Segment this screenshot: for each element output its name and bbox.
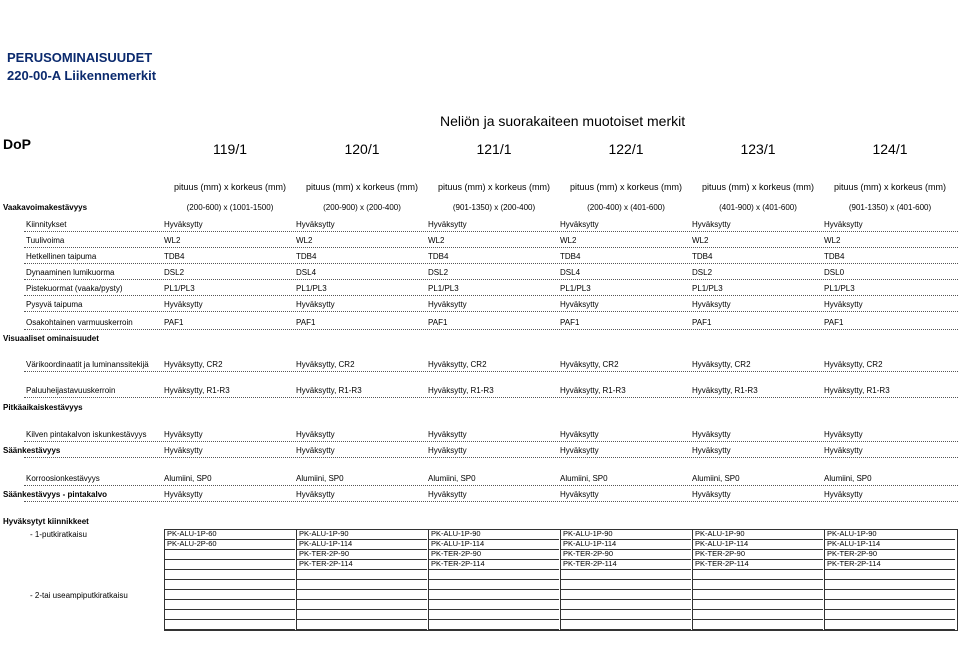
row-value: Hyväksytty bbox=[296, 446, 335, 455]
row-value: Hyväksytty bbox=[824, 490, 863, 499]
row-value: DSL2 bbox=[164, 268, 185, 277]
row-value: Hyväksytty bbox=[428, 490, 467, 499]
fixing-cell: PK-ALU-1P-90 bbox=[692, 529, 823, 540]
row-value: DSL0 bbox=[824, 268, 845, 277]
row-value: Hyväksytty, CR2 bbox=[296, 360, 355, 369]
row-value: TDB4 bbox=[428, 252, 449, 261]
row-value: Alumiini, SP0 bbox=[296, 474, 344, 483]
fixings-title: Hyväksytyt kiinnikkeet bbox=[3, 517, 89, 526]
row-label: Säänkestävyys bbox=[3, 446, 61, 455]
row-value: PL1/PL3 bbox=[560, 284, 591, 293]
row-value: Hyväksytty bbox=[692, 430, 731, 439]
row-value: Hyväksytty, R1-R3 bbox=[428, 386, 494, 395]
fixing-cell: PK-ALU-1P-114 bbox=[296, 539, 427, 550]
row-divider bbox=[24, 371, 958, 372]
dimension-range: (200-400) x (401-600) bbox=[587, 203, 665, 212]
column-code: 121/1 bbox=[476, 141, 512, 157]
row-value: PAF1 bbox=[692, 318, 712, 327]
row-value: Hyväksytty, R1-R3 bbox=[560, 386, 626, 395]
row-value: WL2 bbox=[164, 236, 181, 245]
fixing-cell: PK-TER-2P-114 bbox=[296, 559, 427, 570]
row-value: Hyväksytty bbox=[560, 220, 599, 229]
row-value: PAF1 bbox=[164, 318, 184, 327]
row-value: Alumiini, SP0 bbox=[560, 474, 608, 483]
row-divider bbox=[24, 397, 958, 398]
row-value: WL2 bbox=[824, 236, 841, 245]
fixing-cell bbox=[428, 619, 559, 630]
fixing-cell bbox=[164, 619, 295, 630]
row-label: Pistekuormat (vaaka/pysty) bbox=[26, 284, 123, 293]
dimension-range: (401-900) x (401-600) bbox=[719, 203, 797, 212]
row-value: PL1/PL3 bbox=[692, 284, 723, 293]
fixing-cell: PK-ALU-1P-90 bbox=[560, 529, 691, 540]
row-label: Dynaaminen lumikuorma bbox=[26, 268, 115, 277]
dimension-range: (901-1350) x (401-600) bbox=[848, 203, 932, 212]
row-label: Kilven pintakalvon iskunkestävyys bbox=[26, 430, 147, 439]
row-value: Hyväksytty bbox=[164, 490, 203, 499]
dimension-header: pituus (mm) x korkeus (mm) bbox=[437, 182, 550, 192]
section-title: Neliön ja suorakaiteen muotoiset merkit bbox=[440, 113, 686, 129]
row-value: TDB4 bbox=[296, 252, 317, 261]
row-value: DSL2 bbox=[428, 268, 449, 277]
dimension-header: pituus (mm) x korkeus (mm) bbox=[305, 182, 418, 192]
fixing-cell: PK-TER-2P-90 bbox=[296, 549, 427, 560]
row-value: Hyväksytty, CR2 bbox=[164, 360, 223, 369]
row-value: WL2 bbox=[560, 236, 577, 245]
row-value: Hyväksytty bbox=[428, 300, 467, 309]
row-value: Hyväksytty bbox=[164, 300, 203, 309]
row-label: Säänkestävyys - pintakalvo bbox=[3, 490, 108, 499]
dimension-range: (200-900) x (200-400) bbox=[323, 203, 401, 212]
row-value: Hyväksytty, CR2 bbox=[560, 360, 619, 369]
column-code: 122/1 bbox=[608, 141, 644, 157]
row-value: Hyväksytty bbox=[824, 220, 863, 229]
row-label: Hetkellinen taipuma bbox=[26, 252, 97, 261]
multi-pipe-label: - 2-tai useampiputkiratkaisu bbox=[30, 591, 128, 600]
row-value: Hyväksytty bbox=[428, 220, 467, 229]
row-value: Alumiini, SP0 bbox=[164, 474, 212, 483]
fixing-cell: PK-ALU-1P-114 bbox=[824, 539, 955, 550]
row-value: PL1/PL3 bbox=[824, 284, 855, 293]
row-label: Pysyvä taipuma bbox=[26, 300, 83, 309]
row-value: Hyväksytty bbox=[692, 490, 731, 499]
fixing-cell: PK-ALU-1P-90 bbox=[428, 529, 559, 540]
column-code: 119/1 bbox=[213, 141, 247, 157]
row-value: Alumiini, SP0 bbox=[428, 474, 476, 483]
dimension-header: pituus (mm) x korkeus (mm) bbox=[173, 182, 286, 192]
fixing-cell: PK-TER-2P-114 bbox=[428, 559, 559, 570]
row-divider bbox=[24, 311, 958, 312]
row-value: Hyväksytty, R1-R3 bbox=[692, 386, 758, 395]
document-subtitle: 220-00-A Liikennemerkit bbox=[7, 68, 157, 83]
row-divider bbox=[24, 263, 958, 264]
row-value: PAF1 bbox=[824, 318, 844, 327]
fixing-cell: PK-ALU-1P-60 bbox=[164, 529, 295, 540]
row-value: PL1/PL3 bbox=[428, 284, 459, 293]
row-divider bbox=[24, 485, 958, 486]
row-value: Hyväksytty bbox=[560, 430, 599, 439]
dimension-header: pituus (mm) x korkeus (mm) bbox=[569, 182, 682, 192]
row-value: Hyväksytty bbox=[296, 220, 335, 229]
row-value: WL2 bbox=[692, 236, 709, 245]
row-label: Visuaaliset ominaisuudet bbox=[3, 334, 99, 343]
row-value: Hyväksytty bbox=[560, 300, 599, 309]
row-label: Vaakavoimakestävyys bbox=[3, 203, 88, 212]
column-code: 123/1 bbox=[740, 141, 776, 157]
fixing-cell: PK-ALU-2P-60 bbox=[164, 539, 295, 550]
row-value: Alumiini, SP0 bbox=[692, 474, 740, 483]
fixing-cell: PK-TER-2P-90 bbox=[428, 549, 559, 560]
row-label: Värikoordinaatit ja luminanssitekijä bbox=[26, 360, 149, 369]
row-label: Kiinnitykset bbox=[26, 220, 67, 229]
document-title: PERUSOMINAISUUDET bbox=[7, 50, 153, 65]
fixing-cell: PK-TER-2P-114 bbox=[824, 559, 955, 570]
fixing-cell: PK-TER-2P-114 bbox=[560, 559, 691, 570]
row-value: Hyväksytty, R1-R3 bbox=[824, 386, 890, 395]
row-value: Hyväksytty bbox=[296, 430, 335, 439]
row-divider bbox=[24, 329, 958, 330]
row-value: PL1/PL3 bbox=[164, 284, 195, 293]
row-value: Hyväksytty bbox=[296, 300, 335, 309]
row-divider bbox=[24, 441, 958, 442]
row-value: Hyväksytty bbox=[164, 446, 203, 455]
row-value: Hyväksytty bbox=[824, 300, 863, 309]
row-value: Hyväksytty bbox=[692, 446, 731, 455]
dimension-range: (901-1350) x (200-400) bbox=[452, 203, 536, 212]
column-code: 124/1 bbox=[872, 141, 908, 157]
fixing-cell: PK-ALU-1P-114 bbox=[560, 539, 691, 550]
row-label: Tuulivoima bbox=[26, 236, 65, 245]
row-value: DSL2 bbox=[692, 268, 713, 277]
row-value: Hyväksytty, CR2 bbox=[692, 360, 751, 369]
single-pipe-label: - 1-putkiratkaisu bbox=[30, 530, 87, 539]
row-value: Hyväksytty, CR2 bbox=[824, 360, 883, 369]
dop-label: DoP bbox=[3, 136, 31, 152]
dimension-header: pituus (mm) x korkeus (mm) bbox=[701, 182, 814, 192]
fixing-cell: PK-ALU-1P-90 bbox=[296, 529, 427, 540]
row-value: TDB4 bbox=[560, 252, 581, 261]
row-value: PAF1 bbox=[296, 318, 316, 327]
fixing-cell bbox=[296, 619, 427, 630]
row-label: Korroosionkestävyys bbox=[26, 474, 100, 483]
dimension-range: (200-600) x (1001-1500) bbox=[186, 203, 274, 212]
row-value: Hyväksytty bbox=[692, 220, 731, 229]
row-value: DSL4 bbox=[296, 268, 317, 277]
row-label: Paluuheijastavuuskerroin bbox=[26, 386, 116, 395]
row-divider bbox=[24, 247, 958, 248]
row-value: PL1/PL3 bbox=[296, 284, 327, 293]
row-divider bbox=[24, 279, 958, 280]
row-value: Hyväksytty bbox=[560, 446, 599, 455]
fixing-cell: PK-TER-2P-90 bbox=[824, 549, 955, 560]
fixing-cell bbox=[560, 619, 691, 630]
row-value: TDB4 bbox=[692, 252, 713, 261]
row-value: WL2 bbox=[428, 236, 445, 245]
row-value: Hyväksytty, R1-R3 bbox=[164, 386, 230, 395]
fixing-cell bbox=[692, 619, 823, 630]
fixing-cell bbox=[824, 619, 955, 630]
dimension-header: pituus (mm) x korkeus (mm) bbox=[833, 182, 946, 192]
row-divider bbox=[24, 231, 958, 232]
row-value: PAF1 bbox=[428, 318, 448, 327]
row-value: Hyväksytty bbox=[296, 490, 335, 499]
row-value: Hyväksytty bbox=[824, 446, 863, 455]
row-value: Hyväksytty bbox=[428, 430, 467, 439]
fixing-cell: PK-TER-2P-90 bbox=[560, 549, 691, 560]
row-divider bbox=[24, 295, 958, 296]
row-value: Hyväksytty bbox=[428, 446, 467, 455]
fixing-cell: PK-ALU-1P-114 bbox=[428, 539, 559, 550]
row-value: Hyväksytty, CR2 bbox=[428, 360, 487, 369]
row-value: Hyväksytty bbox=[692, 300, 731, 309]
column-code: 120/1 bbox=[344, 141, 380, 157]
fixing-cell: PK-ALU-1P-114 bbox=[692, 539, 823, 550]
row-divider bbox=[24, 457, 958, 458]
row-value: Hyväksytty bbox=[164, 220, 203, 229]
row-value: WL2 bbox=[296, 236, 313, 245]
row-value: Hyväksytty bbox=[164, 430, 203, 439]
row-value: DSL4 bbox=[560, 268, 581, 277]
fixing-cell: PK-TER-2P-90 bbox=[692, 549, 823, 560]
row-value: Hyväksytty bbox=[824, 430, 863, 439]
row-value: Alumiini, SP0 bbox=[824, 474, 872, 483]
row-value: Hyväksytty bbox=[560, 490, 599, 499]
row-value: PAF1 bbox=[560, 318, 580, 327]
row-value: Hyväksytty, R1-R3 bbox=[296, 386, 362, 395]
row-label: Osakohtainen varmuuskerroin bbox=[26, 318, 133, 327]
row-value: TDB4 bbox=[824, 252, 845, 261]
row-label: Pitkäaikaiskestävyys bbox=[3, 403, 83, 412]
fixing-cell: PK-ALU-1P-90 bbox=[824, 529, 955, 540]
fixing-cell: PK-TER-2P-114 bbox=[692, 559, 823, 570]
row-value: TDB4 bbox=[164, 252, 185, 261]
row-divider bbox=[24, 501, 958, 502]
